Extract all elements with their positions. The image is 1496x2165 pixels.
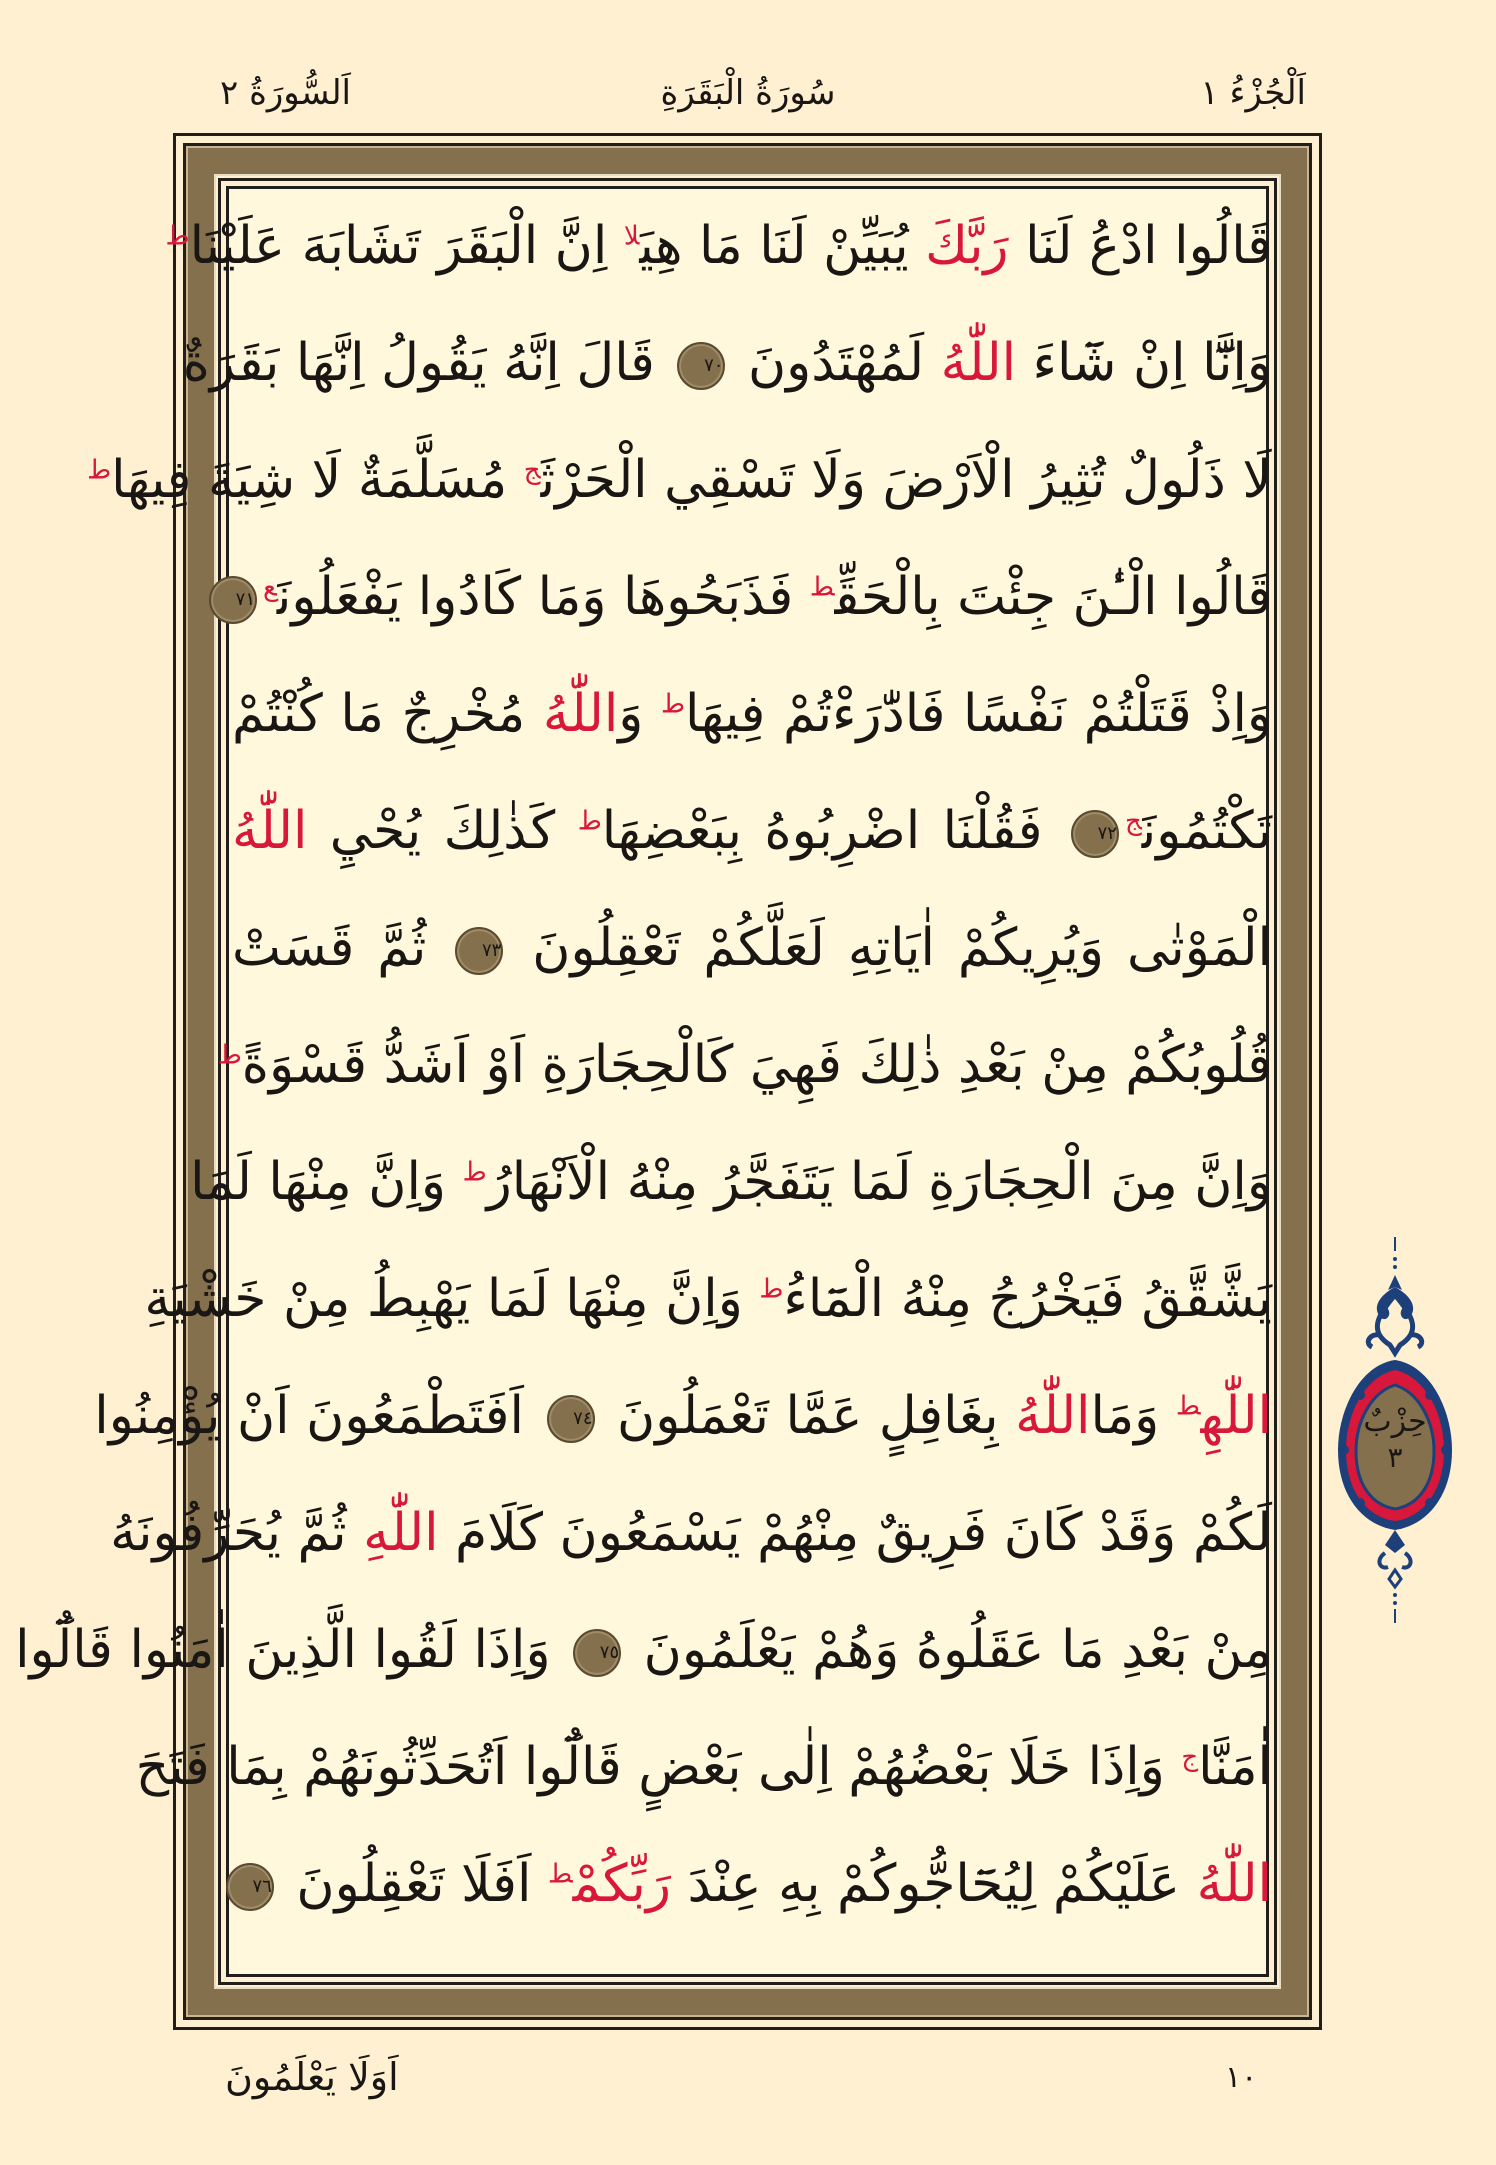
quran-text-area — [15, 190, 1273, 1980]
waqf-stop-sign: ط — [809, 572, 835, 603]
surah-number-label: اَلسُّورَةُ ٢ — [220, 73, 352, 113]
verse-text: يَشَّقَّقُ فَيَخْرُجُ مِنْهُ الْمَٓاءُ — [783, 1269, 1272, 1329]
hizb-marker — [1330, 1235, 1460, 1625]
divine-name-text: اللّٰهُ — [232, 801, 308, 861]
verse-text: قُلُوبُكُمْ مِنْ بَعْدِ ذٰلِكَ فَهِيَ كَالْحِجَارَةِ اَوْ اَشَدُّ قَسْوَةً — [241, 1035, 1272, 1095]
verse-text: وَاِنَّ مِنَ الْحِجَارَةِ لَمَا يَتَفَجَّرُ مِنْهُ الْاَنْهَارُ — [486, 1152, 1272, 1212]
verse-text: اَفَلَا تَعْقِلُونَ — [279, 1854, 548, 1914]
verse-text: وَاِنَّ مِنْهَا لَمَا يَهْبِطُ مِنْ خَشْيَةِ — [144, 1269, 760, 1329]
verse-text: ثُمَّ قَسَتْ — [232, 918, 450, 978]
verse-text: فَقُلْنَا اضْرِبُوهُ بِبَعْضِهَا — [601, 801, 1065, 861]
verse-text: بِغَافِلٍ عَمَّا تَعْمَلُونَ — [600, 1386, 1016, 1446]
verse-text: اِنَّ الْبَقَرَ تَشَابَهَ عَلَيْنَا — [189, 216, 624, 276]
waqf-stop-sign: ط — [87, 455, 112, 486]
waqf-stop-sign: ج — [523, 455, 541, 486]
verse-text: مُخْرِجٌ مَا كُنْتُمْ — [232, 684, 543, 744]
divine-name-text: اللّٰهِ — [363, 1503, 439, 1563]
waqf-stop-sign: ط — [1175, 1391, 1201, 1422]
verse-text: لَمُهْتَدُونَ — [731, 333, 941, 393]
text-line — [232, 541, 1272, 653]
verse-text: فَذَبَحُوهَا وَمَا كَادُوا يَفْعَلُونَ — [276, 567, 810, 627]
verse-text: وَاِنَّٓا اِنْ شَٓاءَ — [1016, 333, 1272, 393]
waqf-stop-sign: ط — [165, 221, 190, 252]
waqf-stop-sign: ط — [217, 1040, 242, 1071]
waqf-stop-sign: ط — [462, 1157, 487, 1188]
text-line — [110, 1477, 1272, 1589]
verse-text: قَالُوا ادْعُ لَنَا — [1008, 216, 1272, 276]
text-line — [232, 892, 1272, 1004]
waqf-stop-sign: ط — [759, 1274, 784, 1305]
divine-name-text: رَبِّكُمْ — [572, 1854, 672, 1914]
hizb-number: ٣ — [1387, 1441, 1403, 1474]
text-line — [94, 1360, 1272, 1472]
next-page-catchword: اَوَلَا يَعْلَمُونَ — [225, 2055, 399, 2099]
text-line — [217, 1009, 1272, 1121]
verse-text: وَاِذَا لَقُوا الَّذِينَ اٰمَنُوا قَالُٓوا — [15, 1620, 568, 1680]
ayah-number-marker: ٧٦ — [226, 1863, 274, 1911]
waqf-stop-sign: لا — [623, 221, 640, 252]
waqf-stop-sign: ج — [1124, 806, 1142, 837]
text-line — [232, 658, 1272, 770]
text-line — [232, 1828, 1272, 1940]
divine-name-text: اللّٰهُ — [1196, 1854, 1272, 1914]
text-line — [15, 1594, 1272, 1706]
text-line — [190, 1126, 1272, 1238]
waqf-stop-sign: ط — [660, 689, 686, 720]
waqf-stop-sign: ج — [1181, 1742, 1199, 1773]
page-number: ١٠ — [1225, 2060, 1258, 2095]
ayah-number-marker: ٧٣ — [455, 927, 503, 975]
divine-name-text: اللّٰهُ — [1015, 1386, 1091, 1446]
verse-text: يُبَيِّنْ لَنَا مَا هِيَ — [639, 216, 926, 276]
verse-text: ثُمَّ يُحَرِّفُونَهُ — [110, 1503, 364, 1563]
ayah-number-marker: ٧٥ — [573, 1629, 621, 1677]
verse-text: عَلَيْكُمْ لِيُحَٓاجُّوكُمْ بِهِ عِنْدَ — [671, 1854, 1197, 1914]
ayah-number-marker: ٧١ — [209, 576, 257, 624]
ayah-number-marker: ٧٠ — [677, 342, 725, 390]
text-line — [87, 424, 1272, 536]
divine-name-text: اللّٰهِ — [1200, 1386, 1272, 1446]
hizb-label: حِزْبٌ — [1363, 1404, 1427, 1439]
verse-text: اَفَتَطْمَعُونَ اَنْ يُؤْمِنُوا — [94, 1386, 541, 1446]
verse-text: كَذٰلِكَ يُحْيِ — [307, 801, 578, 861]
ayah-number-marker: ٧٤ — [547, 1395, 595, 1443]
text-line — [144, 1243, 1272, 1355]
verse-text: اٰمَنَّا — [1198, 1737, 1272, 1797]
surah-title: سُورَةُ الْبَقَرَةِ — [660, 73, 836, 113]
verse-text: مُسَلَّمَةٌ لَا شِيَةَ فِيهَا — [111, 450, 524, 510]
juz-label: اَلْجُزْءُ ١ — [1200, 73, 1306, 113]
ayah-number-marker: ٧٢ — [1071, 810, 1119, 858]
verse-text: وَ — [618, 684, 661, 744]
divine-name-text: اللّٰهُ — [542, 684, 619, 744]
verse-text: قَالُوا الْـٰٔنَ جِئْتَ بِالْحَقِّ — [834, 567, 1272, 627]
verse-text: لَا ذَلُولٌ تُثِيرُ الْاَرْضَ وَلَا تَسْقِي الْحَرْثَ — [540, 450, 1272, 510]
waqf-stop-sign: ع — [263, 572, 277, 603]
verse-text: وَاِنَّ مِنْهَا لَمَا — [190, 1152, 463, 1212]
waqf-stop-sign: ط — [547, 1859, 573, 1890]
verse-text: وَمَا — [1090, 1386, 1176, 1446]
text-line — [232, 775, 1272, 887]
text-line — [165, 190, 1272, 302]
text-line — [182, 307, 1272, 419]
text-line — [135, 1711, 1272, 1823]
verse-text: وَاِذَا خَلَا بَعْضُهُمْ اِلٰى بَعْضٍ قَالُٓوا اَتُحَدِّثُونَهُمْ بِمَا فَتَحَ — [135, 1737, 1182, 1797]
verse-text: وَاِذْ قَتَلْتُمْ نَفْسًا فَادّٰرَءْتُمْ فِيهَا — [685, 684, 1272, 744]
verse-text: الْمَوْتٰى وَيُرِيكُمْ اٰيَاتِهِ لَعَلَّكُمْ تَعْقِلُونَ — [509, 918, 1272, 978]
verse-text: قَالَ اِنَّهُ يَقُولُ اِنَّهَا بَقَرَةٌ — [182, 333, 672, 393]
verse-text: مِنْ بَعْدِ مَا عَقَلُوهُ وَهُمْ يَعْلَمُونَ — [627, 1620, 1272, 1680]
divine-name-text: اللّٰهُ — [940, 333, 1017, 393]
verse-text: تَكْتُمُونَ — [1141, 801, 1273, 861]
verse-text: لَكُمْ وَقَدْ كَانَ فَرِيقٌ مِنْهُمْ يَسْمَعُونَ كَلَامَ — [438, 1503, 1272, 1563]
divine-name-text: رَبَّكَ — [925, 216, 1009, 276]
waqf-stop-sign: ط — [577, 806, 602, 837]
